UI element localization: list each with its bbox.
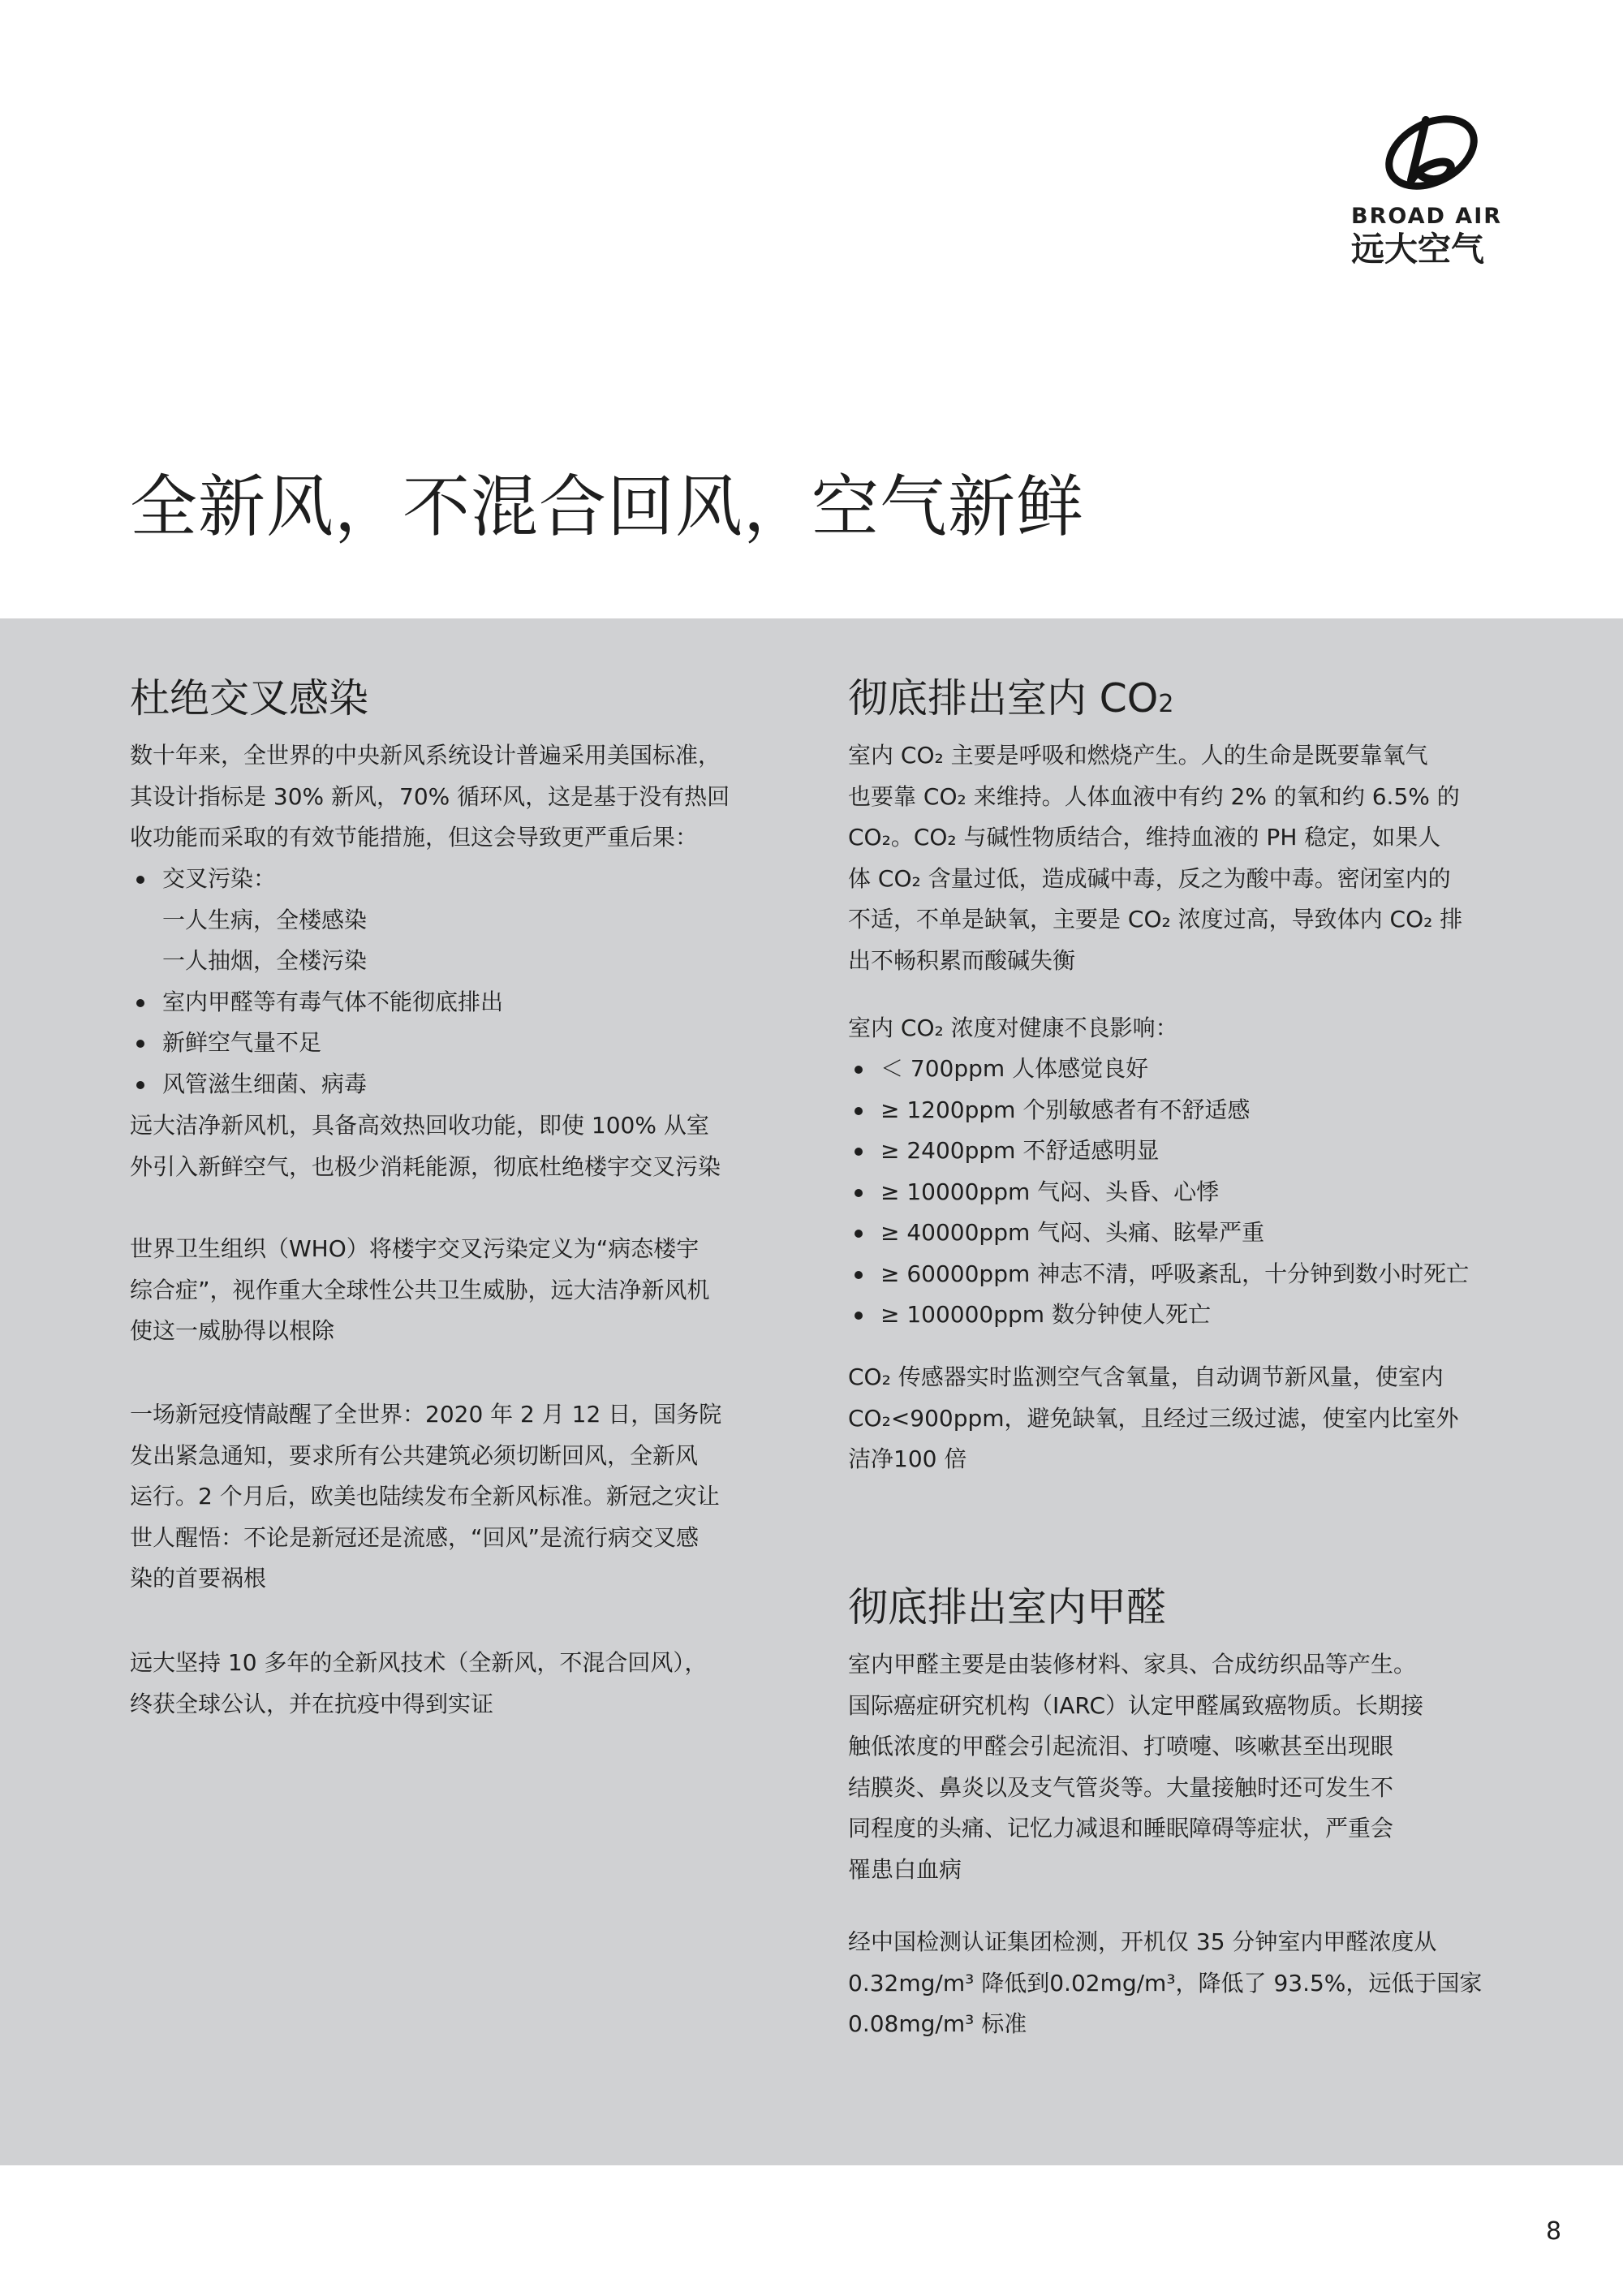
cross-infection-intro [130, 735, 779, 859]
bullet-item: ≥ 10000ppm 气闷、头昏、心悸 [848, 1172, 1497, 1213]
bullet-item [130, 859, 779, 982]
bullet-item: ≥ 2400ppm 不舒适感明显 [848, 1131, 1497, 1172]
bullet-subline: 一人抽烟，全楼污染 [162, 947, 368, 974]
formaldehyde-intro [848, 1644, 1497, 1890]
text-line: CO₂<900ppm，避免缺氧，且经过三级过滤，使室内比室外 [848, 1404, 1459, 1432]
brand-name-cn: 远大空气 [1351, 230, 1484, 269]
bullet-subline: 一人生病，全楼感染 [162, 906, 368, 933]
text-line: 收功能而采取的有效节能措施，但这会导致更严重后果： [130, 824, 699, 851]
text-line: 远大坚持 10 多年的全新风技术（全新风，不混合回风）， [130, 1649, 708, 1676]
who-paragraph [130, 1229, 779, 1352]
fresh-air-tech-paragraph [130, 1643, 779, 1725]
co2-sensor-paragraph [848, 1357, 1497, 1480]
brand-name-en: BROAD AIR [1351, 204, 1503, 229]
bullet-item: 新鲜空气量不足 [130, 1023, 779, 1064]
cross-infection-bullets [130, 859, 779, 1105]
bullet-item: ≥ 1200ppm 个别敏感者有不舒适感 [848, 1090, 1497, 1131]
text-line: 罹患白血病 [848, 1855, 962, 1883]
covid-paragraph [130, 1394, 779, 1600]
text-line: 终获全球公认，并在抗疫中得到实证 [130, 1690, 494, 1717]
text-line: 世界卫生组织（WHO）将楼宇交叉污染定义为“病态楼宇 [130, 1235, 700, 1262]
text-line: 经中国检测认证集团检测，开机仅 35 分钟室内甲醛浓度从 [848, 1928, 1437, 1955]
text-line: 远大洁净新风机，具备高效热回收功能，即使 100% 从室 [130, 1112, 709, 1139]
section-heading-cross-infection: 杜绝交叉感染 [130, 675, 369, 722]
text-line: 同程度的头痛、记忆力减退和睡眠障碍等症状，严重会 [848, 1815, 1394, 1842]
text-line: 其设计指标是 30% 新风，70% 循环风，这是基于没有热回 [130, 782, 730, 810]
text-line: 数十年来，全世界的中央新风系统设计普遍采用美国标准， [130, 742, 721, 769]
co2-heading-subscript: 2 [1158, 690, 1174, 718]
text-line: 综合症”，视作重大全球性公共卫生威胁，远大洁净新风机 [130, 1276, 710, 1303]
bullet-item: ≥ 40000ppm 气闷、头痛、眩晕严重 [848, 1213, 1497, 1254]
text-line: 0.32mg/m³ 降低到0.02mg/m³，降低了 93.5%，远低于国家 [848, 1969, 1483, 1997]
text-line: 世人醒悟：不论是新冠还是流感，“回风”是流行病交叉感 [130, 1523, 700, 1551]
section-heading-formaldehyde: 彻底排出室内甲醛 [848, 1584, 1167, 1630]
page-number: 8 [1546, 2217, 1562, 2246]
bullet-item: ＜ 700ppm 人体感觉良好 [848, 1049, 1497, 1090]
text-line: 不适，不单是缺氧，主要是 CO₂ 浓度过高，导致体内 CO₂ 排 [848, 906, 1463, 933]
cross-infection-outro [130, 1105, 779, 1187]
co2-impact-title: 室内 CO₂ 浓度对健康不良影响： [848, 1014, 1178, 1041]
text-line: 一场新冠疫情敲醒了全世界：2020 年 2 月 12 日，国务院 [130, 1401, 722, 1428]
text-line: 洁净100 倍 [848, 1445, 967, 1472]
bullet-item: ≥ 100000ppm 数分钟使人死亡 [848, 1294, 1497, 1336]
text-line: 使这一威胁得以根除 [130, 1317, 335, 1344]
text-line: 结膜炎、鼻炎以及支气管炎等。大量接触时还可发生不 [848, 1773, 1394, 1801]
text-line: 出不畅积累而酸碱失衡 [848, 946, 1076, 974]
text-line: 外引入新鲜空气，也极少消耗能源，彻底杜绝楼宇交叉污染 [130, 1152, 721, 1180]
text-line: 体 CO₂ 含量过低，造成碱中毒，反之为酸中毒。密闭室内的 [848, 864, 1451, 892]
co2-heading-main: 彻底排出室内 CO [848, 675, 1159, 722]
text-line: 0.08mg/m³ 标准 [848, 2010, 1027, 2037]
page-title: 全新风，不混合回风，空气新鲜 [130, 467, 1084, 546]
bullet-item: 室内甲醛等有毒气体不能彻底排出 [130, 982, 779, 1023]
bullet-item: ≥ 60000ppm 神志不清，呼吸紊乱，十分钟到数小时死亡 [848, 1254, 1497, 1295]
text-line: 触低浓度的甲醛会引起流泪、打喷嚏、咳嗽甚至出现眼 [848, 1733, 1394, 1760]
co2-impact-list [848, 1049, 1497, 1336]
text-line: 室内甲醛主要是由装修材料、家具、合成纺织品等产生。 [848, 1651, 1417, 1678]
bullet-item: 风管滋生细菌、病毒 [130, 1064, 779, 1105]
co2-intro [848, 735, 1497, 981]
brand-logo [1351, 114, 1513, 268]
text-line: 国际癌症研究机构（IARC）认定甲醛属致癌物质。长期接 [848, 1691, 1424, 1719]
text-line: CO₂ 传感器实时监测空气含氧量，自动调节新风量，使室内 [848, 1363, 1444, 1390]
content-panel [0, 618, 1623, 2165]
text-line: CO₂。CO₂ 与碱性物质结合，维持血液的 PH 稳定，如果人 [848, 824, 1441, 851]
text-line: 发出紧急通知，要求所有公共建筑必须切断回风，全新风 [130, 1441, 699, 1469]
section-heading-co2 [848, 672, 1173, 731]
text-line: 运行。2 个月后，欧美也陆续发布全新风标准。新冠之灾让 [130, 1483, 720, 1510]
text-line: 也要靠 CO₂ 来维持。人体血液中有约 2% 的氧和约 6.5% 的 [848, 782, 1460, 810]
bullet-text: 交叉污染： [162, 865, 277, 892]
formaldehyde-test-paragraph [848, 1922, 1497, 2045]
broad-air-logo-icon [1379, 114, 1484, 192]
text-line: 室内 CO₂ 主要是呼吸和燃烧产生。人的生命是既要靠氧气 [848, 742, 1428, 769]
text-line: 染的首要祸根 [130, 1565, 267, 1592]
